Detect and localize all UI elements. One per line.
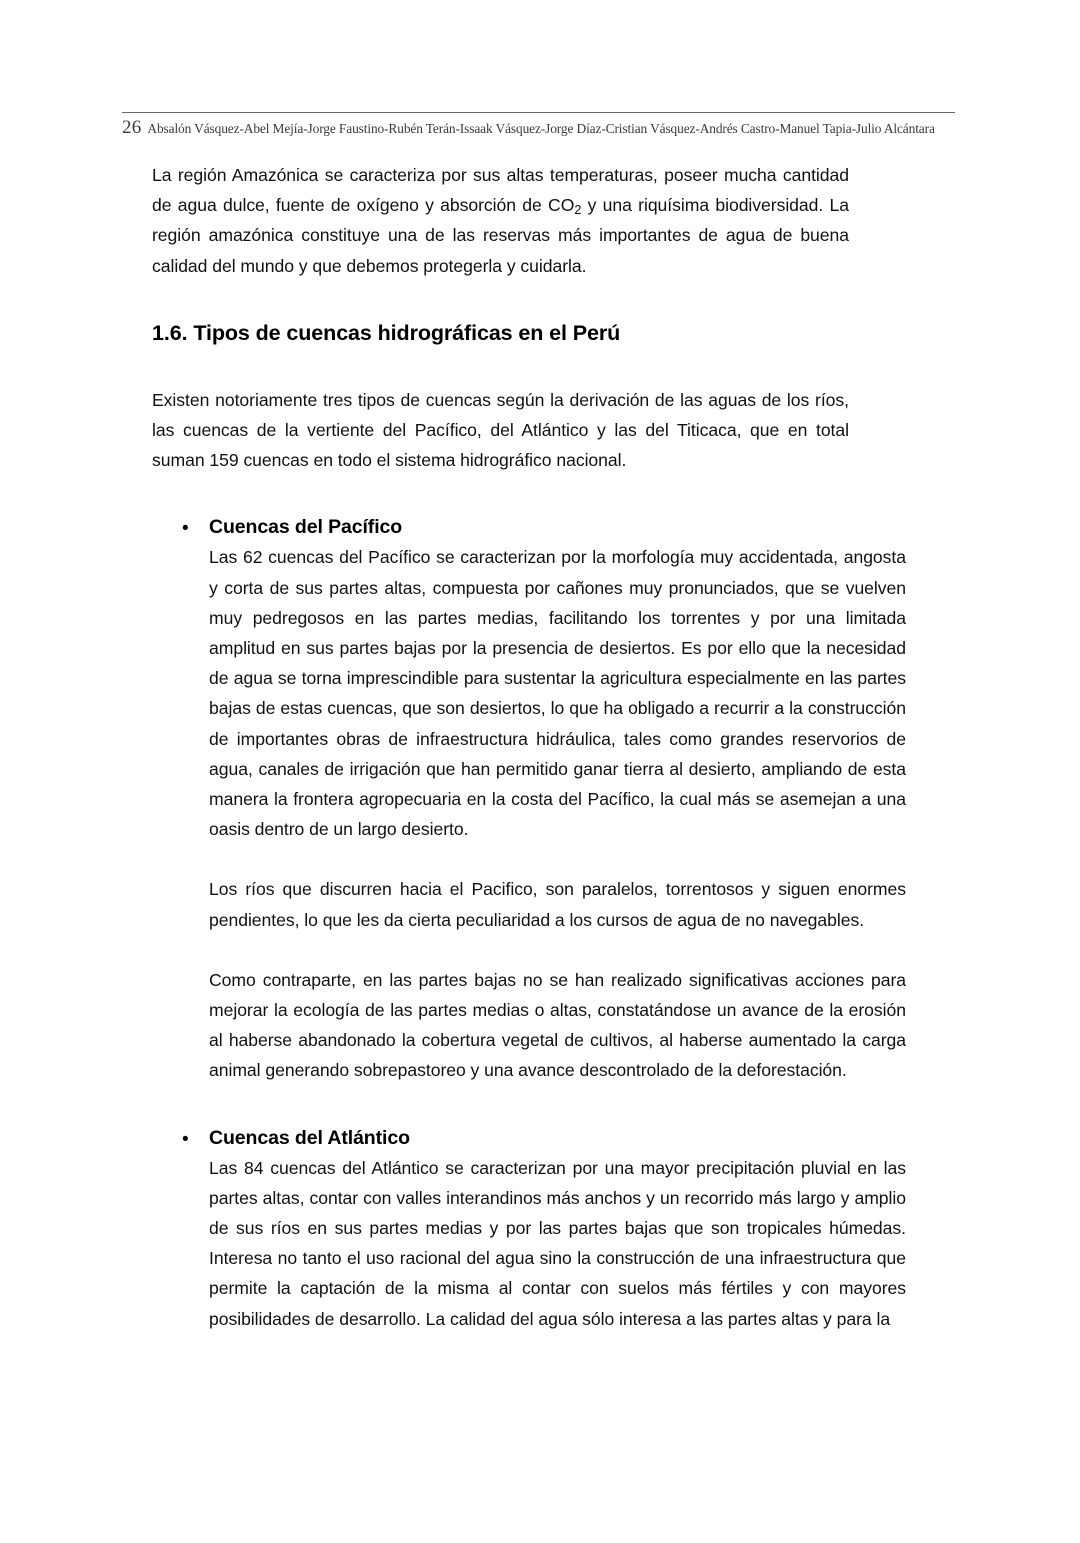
running-header <box>122 117 982 139</box>
spacer <box>152 1086 906 1124</box>
bullet-title-atlantico: Cuencas del Atlántico <box>209 1126 410 1149</box>
spacer <box>152 281 906 319</box>
header-authors: Absalón Vásquez-Abel Mejía-Jorge Faustino-Rubén Terán-Issaak Vásquez-Jorge Díaz-Cristian Vásquez-Andrés Castro-Manuel Tapia-Julio Alcántara <box>147 121 935 136</box>
bullet-point-icon: • <box>182 518 189 540</box>
bullet-title-pacifico: Cuencas del Pacífico <box>209 516 403 539</box>
section-intro-paragraph: Existen notoriamente tres tipos de cuencas según la derivación de las aguas de los ríos, las cuencas de la vertiente del Pacífico, del Atlántico y las del Titicaca, que en total suman 159 cuencas en todo el sistema hidrográfico nacional. <box>152 389 849 471</box>
page-content <box>152 160 906 1334</box>
intro-paragraph <box>152 160 849 281</box>
pacifico-paragraph-3: Como contraparte, en las partes bajas no se han realizado significativas acciones para mejorar la ecología de las partes medias o altas, constatándose un avance de la erosión al haberse abandonado la cobertura vegetal de cultivos, al haberse aumentado la carga animal generando sobrepastoreo y una avance descontrolado de la deforestación. <box>209 969 906 1081</box>
section-heading: 1.6. Tipos de cuencas hidrográficas en el Perú <box>152 320 621 345</box>
co2-subscript: 2 <box>574 202 582 217</box>
spacer <box>209 935 906 965</box>
header-divider <box>122 112 955 113</box>
atlantico-paragraph-1: Las 84 cuencas del Atlántico se caracterizan por una mayor precipitación pluvial en las partes altas, contar con valles interandinos más anchos y un recorrido más largo y amplio de sus ríos en sus partes medias y por las partes bajas que son tropicales húmedas. Interesa no tanto el uso racional del agua sino la construcción de una infraestructura que permite la captación de la misma al contar con suelos más fértiles y con mayores posibilidades de desarrollo. La calidad del agua sólo interesa a las partes altas y para la <box>209 1157 906 1329</box>
spacer <box>209 844 906 874</box>
intro-paragraph-text-1: La región Amazónica se caracteriza por sus altas temperaturas, poseer mucha cantidad de agua dulce, fuente de oxígeno y absorción de CO <box>152 165 849 216</box>
bullet-point-icon: • <box>182 1128 189 1150</box>
bullet-item-atlantico <box>182 1124 906 1334</box>
spacer <box>152 475 906 513</box>
page-number: 26 <box>122 117 142 138</box>
intro-paragraph-text-2: y una riquísima biodiversidad. La región amazónica constituye una de las reservas más importantes de agua de buena calidad del mundo y que debemos protegerla y cuidarla. <box>152 195 849 276</box>
pacifico-paragraph-1: Las 62 cuencas del Pacífico se caracterizan por la morfología muy accidentada, angosta y corta de sus partes altas, compuesta por cañones muy pronunciados, que se vuelven muy pedregosos en las partes medias, facilitando los torrentes y por una limitada amplitud en sus partes bajas por la presencia de desiertos. Es por ello que la necesidad de agua se torna imprescindible para sustentar la agricultura especialmente en las partes bajas de estas cuencas, que son desiertos, lo que ha obligado a recurrir a la construcción de importantes obras de infraestructura hidráulica, tales como grandes reservorios de agua, canales de irrigación que han permitido ganar tierra al desierto, ampliando de esta manera la frontera agropecuaria en la costa del Pacífico, la cual más se asemejan a una oasis dentro de un largo desierto. <box>209 547 906 840</box>
pacifico-paragraph-2: Los ríos que discurren hacia el Pacifico, son paralelos, torrentosos y siguen enormes pendientes, lo que les da cierta peculiaridad a los cursos de agua de no navegables. <box>209 879 906 930</box>
spacer <box>152 347 906 385</box>
bullet-item-pacifico <box>182 513 906 1085</box>
